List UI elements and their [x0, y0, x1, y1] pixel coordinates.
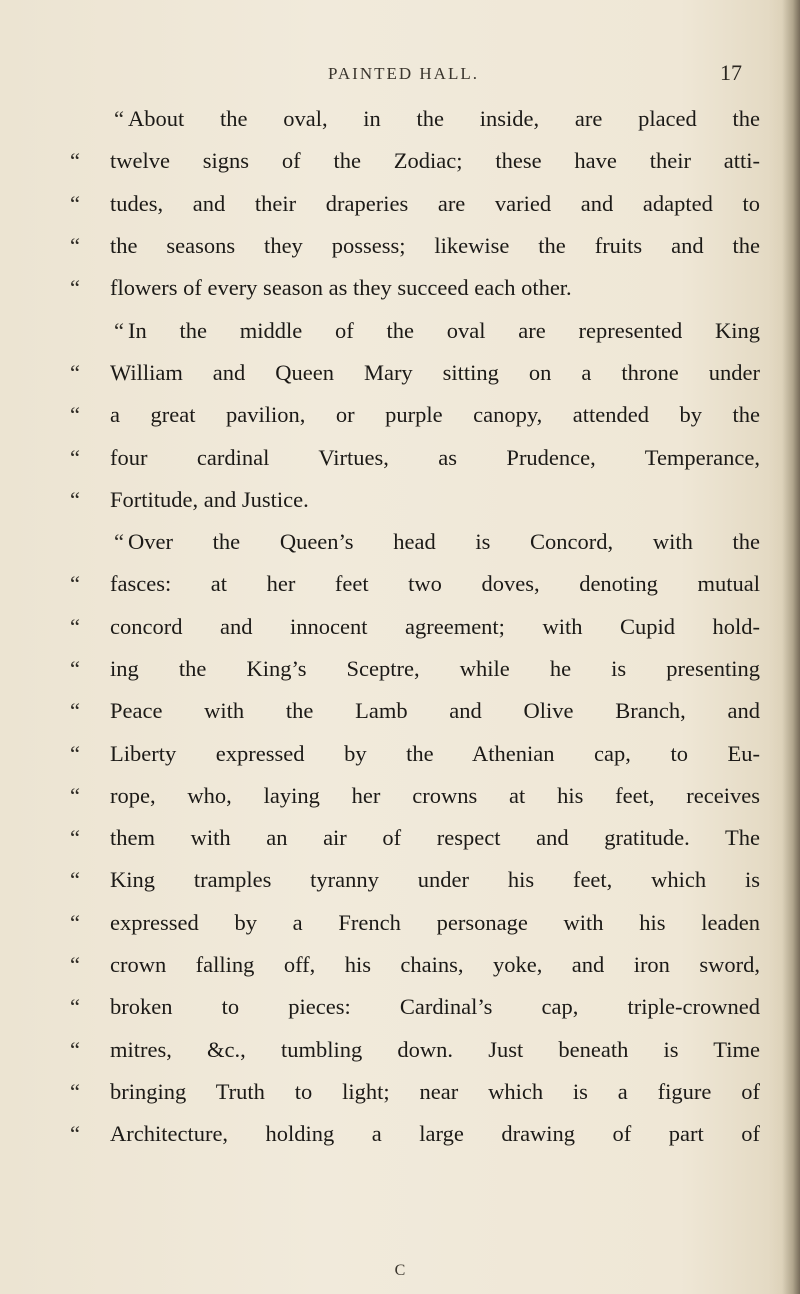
quote-mark: “ — [70, 613, 80, 639]
quote-mark: “ — [70, 1121, 80, 1147]
line-text: In the middle of the oval are represented King — [128, 317, 760, 343]
line-text: ing the King’s Sceptre, while he is presenting — [110, 656, 760, 681]
text-line — [70, 183, 760, 225]
quote-mark: “ — [70, 402, 80, 428]
quote-mark: “ — [70, 698, 80, 724]
quote-mark: “ — [70, 275, 80, 301]
text-line — [70, 394, 760, 436]
text-line — [70, 521, 760, 563]
line-text: Liberty expressed by the Athenian cap, to Eu- — [110, 740, 760, 766]
text-line — [70, 98, 760, 140]
text-line — [70, 1029, 760, 1071]
line-text: them with an air of respect and gratitude. The — [110, 825, 760, 851]
text-line — [70, 986, 760, 1028]
body-text — [70, 98, 760, 1155]
quote-mark: “ — [70, 909, 80, 935]
quote-mark: “ — [70, 486, 80, 512]
signature-mark: C — [394, 1262, 406, 1279]
line-text: fasces: at her feet two doves, denoting mutual — [110, 571, 760, 597]
line-text: a great pavilion, or purple canopy, attended by the — [110, 402, 760, 428]
text-line — [70, 648, 760, 690]
text-line — [70, 732, 760, 774]
line-text: twelve signs of the Zodiac; these have their atti- — [110, 148, 760, 174]
line-text: mitres, &c., tumbling down. Just beneath is Time — [110, 1036, 760, 1062]
quote-mark: “ — [70, 1078, 80, 1104]
text-line — [70, 606, 760, 648]
text-line — [70, 140, 760, 182]
text-line — [70, 902, 760, 944]
quote-mark: “ — [70, 571, 80, 597]
line-text: crown falling off, his chains, yoke, and iron sword, — [110, 952, 760, 978]
line-text: rope, who, laying her crowns at his feet, receives — [110, 782, 760, 808]
quote-mark: “ — [70, 359, 80, 385]
quote-mark: “ — [70, 233, 80, 259]
line-text: bringing Truth to light; near which is a figure of — [110, 1078, 760, 1104]
line-text: broken to pieces: Cardinal’s cap, triple-crowned — [110, 994, 760, 1020]
quote-mark: “ — [114, 317, 124, 343]
quote-mark: “ — [70, 825, 80, 851]
text-line — [70, 817, 760, 859]
line-text: About the oval, in the inside, are placed the — [128, 106, 760, 132]
quote-mark: “ — [70, 994, 80, 1020]
quote-mark: “ — [70, 740, 80, 766]
text-line — [70, 563, 760, 605]
quote-mark: “ — [114, 529, 124, 555]
page-header — [0, 60, 800, 94]
text-line — [70, 267, 760, 309]
text-line — [70, 1113, 760, 1155]
text-line — [70, 775, 760, 817]
line-text: tudes, and their draperies are varied and adapted to — [110, 190, 760, 216]
line-text: Fortitude, and Justice. — [110, 486, 309, 512]
line-text: flowers of every season as they succeed each other. — [110, 275, 572, 301]
text-line — [70, 309, 760, 351]
page-edge-shadow — [782, 0, 800, 1294]
quote-mark: “ — [70, 190, 80, 216]
line-text: expressed by a French personage with his leaden — [110, 909, 760, 935]
running-head: PAINTED HALL. — [328, 64, 479, 83]
text-line — [70, 944, 760, 986]
quote-mark: “ — [70, 1036, 80, 1062]
text-line — [70, 690, 760, 732]
line-text: Architecture, holding a large drawing of part of — [110, 1121, 760, 1147]
quote-mark: “ — [114, 106, 124, 132]
line-text: Over the Queen’s head is Concord, with the — [128, 529, 760, 555]
text-line — [70, 859, 760, 901]
text-line — [70, 1071, 760, 1113]
text-line — [70, 225, 760, 267]
quote-mark: “ — [70, 782, 80, 808]
line-text: four cardinal Virtues, as Prudence, Temperance, — [110, 444, 760, 470]
page-number: 17 — [720, 60, 742, 85]
line-text: King tramples tyranny under his feet, which is — [110, 867, 760, 893]
line-text: William and Queen Mary sitting on a throne under — [110, 359, 760, 385]
line-text: the seasons they possess; likewise the fruits and the — [110, 233, 760, 259]
text-line — [70, 436, 760, 478]
text-line — [70, 352, 760, 394]
quote-mark: “ — [70, 444, 80, 470]
line-text: Peace with the Lamb and Olive Branch, and — [110, 698, 760, 724]
line-text: concord and innocent agreement; with Cupid hold- — [110, 613, 760, 639]
text-line — [70, 479, 760, 521]
quote-mark: “ — [70, 656, 80, 681]
quote-mark: “ — [70, 867, 80, 893]
quote-mark: “ — [70, 148, 80, 174]
quote-mark: “ — [70, 952, 80, 978]
